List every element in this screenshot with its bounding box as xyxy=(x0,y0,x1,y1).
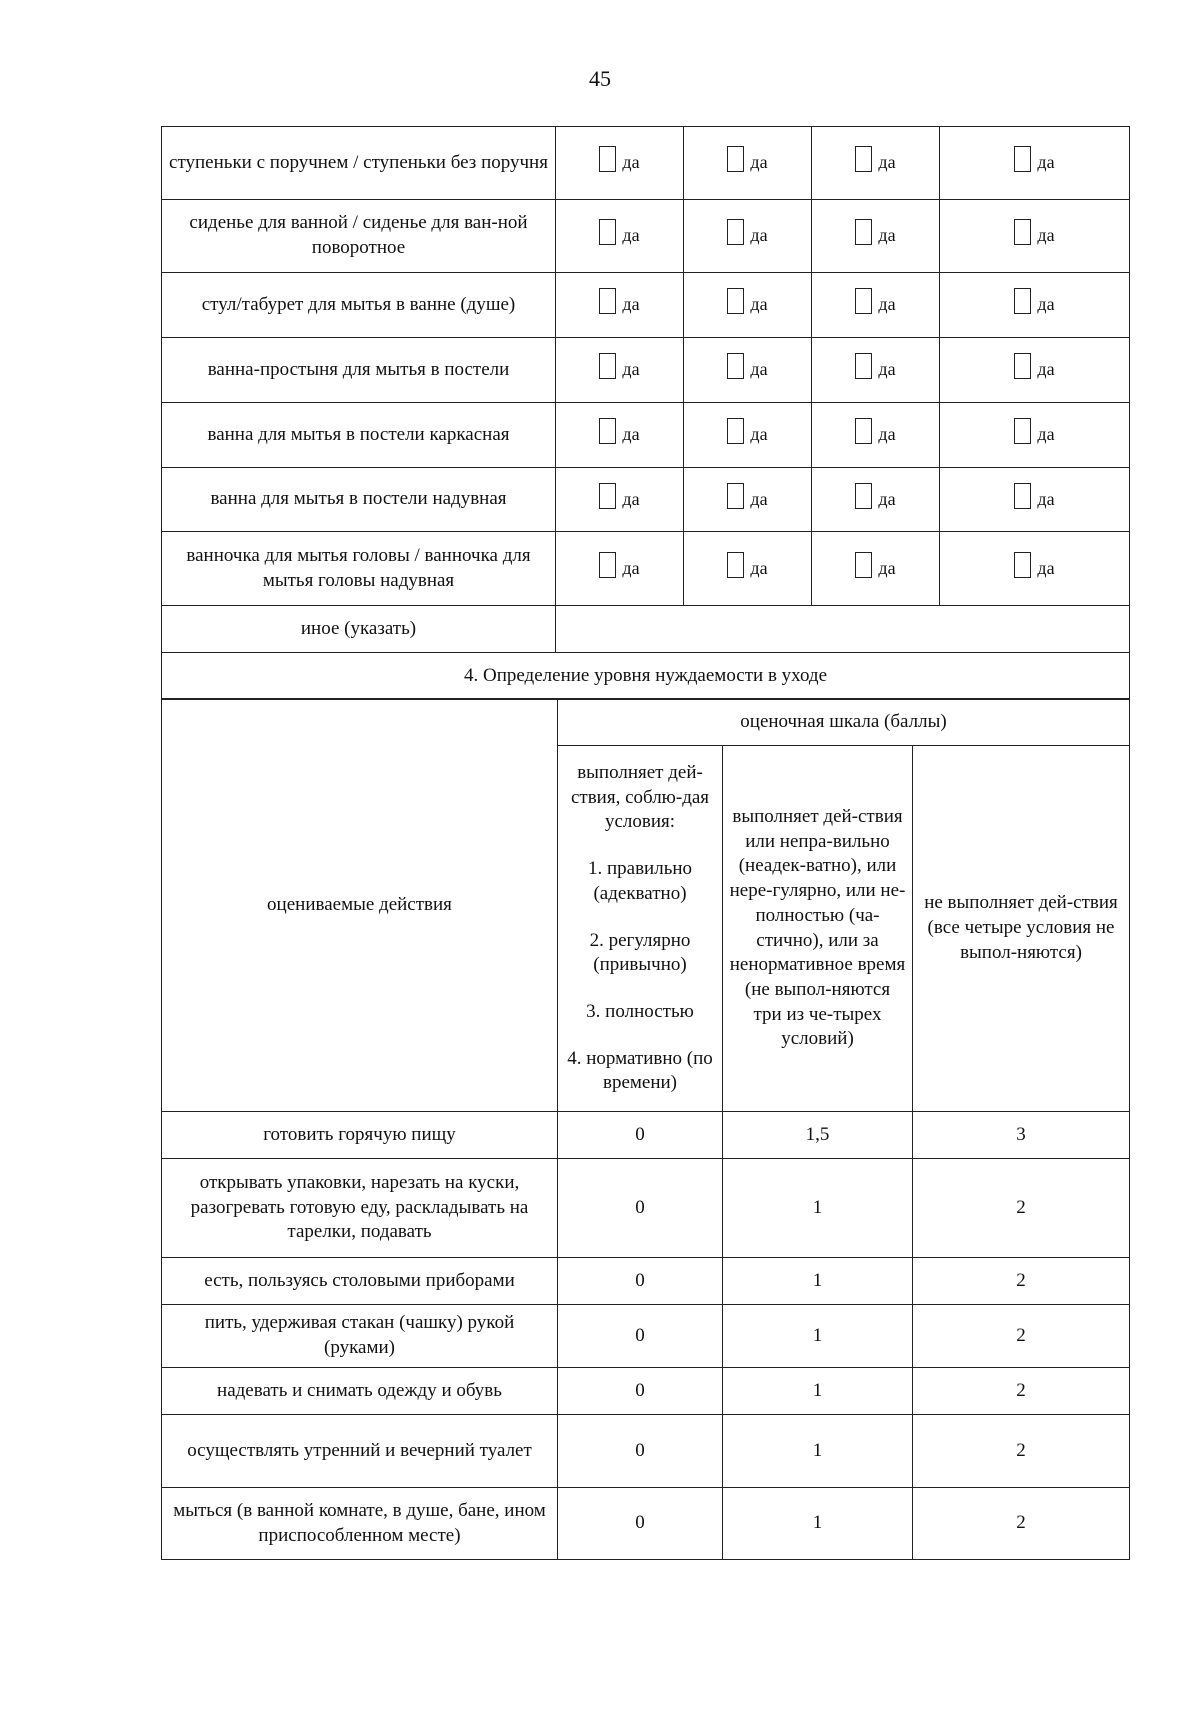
checkbox-square-icon[interactable] xyxy=(1014,353,1031,379)
checkbox-cell xyxy=(556,532,684,606)
checkbox-label: да xyxy=(878,557,896,578)
equipment-label: ванночка для мытья головы / ванночка для мытья головы надувная xyxy=(162,532,556,606)
page-number: 45 xyxy=(589,66,611,91)
checkbox-label: да xyxy=(1037,557,1055,578)
checkbox-square-icon[interactable] xyxy=(1014,552,1031,578)
other-input-cell[interactable] xyxy=(556,606,1130,653)
checkbox-square-icon[interactable] xyxy=(855,552,872,578)
yes-checkbox[interactable] xyxy=(1014,552,1054,578)
checkbox-square-icon[interactable] xyxy=(1014,288,1031,314)
yes-checkbox[interactable] xyxy=(599,353,639,379)
yes-checkbox[interactable] xyxy=(1014,483,1054,509)
checkbox-square-icon[interactable] xyxy=(727,483,744,509)
checkbox-label: да xyxy=(622,359,640,380)
checkbox-cell xyxy=(556,338,684,403)
care-needs-table xyxy=(161,698,1130,1560)
checkbox-square-icon[interactable] xyxy=(855,353,872,379)
action-label: мыться (в ванной комнате, в душе, бане, ином приспособленном месте) xyxy=(162,1488,558,1560)
checkbox-label: да xyxy=(750,225,768,246)
score-partial: 1 xyxy=(723,1415,913,1488)
equipment-row xyxy=(162,200,1130,273)
other-row xyxy=(162,606,1130,653)
score-partial: 1 xyxy=(723,1368,913,1415)
yes-checkbox[interactable] xyxy=(727,418,767,444)
score-full: 0 xyxy=(558,1368,723,1415)
checkbox-cell xyxy=(812,532,940,606)
checkbox-square-icon[interactable] xyxy=(727,552,744,578)
score-full: 0 xyxy=(558,1488,723,1560)
yes-checkbox[interactable] xyxy=(855,288,895,314)
checkbox-label: да xyxy=(878,488,896,509)
yes-checkbox[interactable] xyxy=(727,353,767,379)
col-full-condition-4: 4. нормативно (по времени) xyxy=(567,1047,713,1094)
checkbox-cell xyxy=(940,273,1130,338)
checkbox-square-icon[interactable] xyxy=(599,552,616,578)
checkbox-label: да xyxy=(622,225,640,246)
yes-checkbox[interactable] xyxy=(727,288,767,314)
section-title: 4. Определение уровня нуждаемости в уходе xyxy=(162,653,1130,700)
score-full: 0 xyxy=(558,1305,723,1368)
action-row xyxy=(162,1258,1130,1305)
checkbox-cell xyxy=(940,403,1130,468)
checkbox-label: да xyxy=(1037,225,1055,246)
col-full-condition-1: 1. правильно (адекватно) xyxy=(587,858,693,904)
yes-checkbox[interactable] xyxy=(727,146,767,172)
yes-checkbox[interactable] xyxy=(855,552,895,578)
yes-checkbox[interactable] xyxy=(599,418,639,444)
checkbox-cell xyxy=(940,468,1130,532)
score-full: 0 xyxy=(558,1112,723,1159)
action-row xyxy=(162,1415,1130,1488)
yes-checkbox[interactable] xyxy=(727,483,767,509)
action-row xyxy=(162,1112,1130,1159)
score-none: 3 xyxy=(913,1112,1130,1159)
col-full-intro: выполняет дей-ствия, соблю-дая условия: xyxy=(570,762,710,833)
checkbox-cell xyxy=(940,127,1130,200)
checkbox-cell xyxy=(684,468,812,532)
action-row xyxy=(162,1368,1130,1415)
checkbox-cell xyxy=(684,273,812,338)
action-label: есть, пользуясь столовыми приборами xyxy=(162,1258,558,1305)
checkbox-square-icon[interactable] xyxy=(599,219,616,245)
checkbox-cell xyxy=(556,127,684,200)
yes-checkbox[interactable] xyxy=(599,288,639,314)
checkbox-label: да xyxy=(878,152,896,173)
checkbox-cell xyxy=(812,200,940,273)
checkbox-cell xyxy=(684,403,812,468)
checkbox-cell xyxy=(684,200,812,273)
col-no-compliance: не выполняет дей-ствия (все четыре условия не выпол-няются) xyxy=(913,746,1130,1112)
yes-checkbox[interactable] xyxy=(599,146,639,172)
checkbox-square-icon[interactable] xyxy=(855,483,872,509)
score-partial: 1 xyxy=(723,1305,913,1368)
score-none: 2 xyxy=(913,1305,1130,1368)
action-row xyxy=(162,1488,1130,1560)
checkbox-square-icon[interactable] xyxy=(1014,219,1031,245)
equipment-row xyxy=(162,403,1130,468)
checkbox-cell xyxy=(812,403,940,468)
checkbox-cell xyxy=(556,273,684,338)
yes-checkbox[interactable] xyxy=(599,552,639,578)
checkbox-cell xyxy=(556,403,684,468)
checkbox-cell xyxy=(684,532,812,606)
checkbox-square-icon[interactable] xyxy=(727,288,744,314)
yes-checkbox[interactable] xyxy=(855,483,895,509)
checkbox-square-icon[interactable] xyxy=(599,288,616,314)
yes-checkbox[interactable] xyxy=(1014,418,1054,444)
yes-checkbox[interactable] xyxy=(727,219,767,245)
checkbox-label: да xyxy=(622,152,640,173)
equipment-row xyxy=(162,468,1130,532)
checkbox-label: да xyxy=(878,294,896,315)
checkbox-square-icon[interactable] xyxy=(727,146,744,172)
checkbox-square-icon[interactable] xyxy=(727,353,744,379)
equipment-table xyxy=(161,126,1130,700)
checkbox-label: да xyxy=(750,488,768,509)
equipment-label: стул/табурет для мытья в ванне (душе) xyxy=(162,273,556,338)
checkbox-label: да xyxy=(622,488,640,509)
checkbox-square-icon[interactable] xyxy=(727,418,744,444)
score-none: 2 xyxy=(913,1488,1130,1560)
checkbox-square-icon[interactable] xyxy=(1014,483,1031,509)
checkbox-label: да xyxy=(1037,424,1055,445)
checkbox-square-icon[interactable] xyxy=(855,146,872,172)
score-full: 0 xyxy=(558,1159,723,1258)
equipment-label: ванна для мытья в постели надувная xyxy=(162,468,556,532)
score-full: 0 xyxy=(558,1258,723,1305)
score-none: 2 xyxy=(913,1258,1130,1305)
checkbox-label: да xyxy=(1037,359,1055,380)
action-label: готовить горячую пищу xyxy=(162,1112,558,1159)
action-row xyxy=(162,1305,1130,1368)
checkbox-label: да xyxy=(1037,488,1055,509)
action-label: осуществлять утренний и вечерний туалет xyxy=(162,1415,558,1488)
checkbox-cell xyxy=(812,468,940,532)
score-partial: 1 xyxy=(723,1159,913,1258)
checkbox-square-icon[interactable] xyxy=(855,219,872,245)
checkbox-square-icon[interactable] xyxy=(855,288,872,314)
checkbox-cell xyxy=(812,273,940,338)
yes-checkbox[interactable] xyxy=(727,552,767,578)
yes-checkbox[interactable] xyxy=(855,353,895,379)
checkbox-label: да xyxy=(750,152,768,173)
action-label: надевать и снимать одежду и обувь xyxy=(162,1368,558,1415)
checkbox-cell xyxy=(940,532,1130,606)
yes-checkbox[interactable] xyxy=(599,219,639,245)
checkbox-label: да xyxy=(1037,294,1055,315)
score-partial: 1 xyxy=(723,1258,913,1305)
equipment-row xyxy=(162,127,1130,200)
other-label: иное (указать) xyxy=(162,606,556,653)
checkbox-square-icon[interactable] xyxy=(727,219,744,245)
yes-checkbox[interactable] xyxy=(1014,288,1054,314)
checkbox-label: да xyxy=(750,424,768,445)
yes-checkbox[interactable] xyxy=(599,483,639,509)
yes-checkbox[interactable] xyxy=(1014,353,1054,379)
score-none: 2 xyxy=(913,1415,1130,1488)
yes-checkbox[interactable] xyxy=(1014,146,1054,172)
checkbox-square-icon[interactable] xyxy=(1014,146,1031,172)
checkbox-cell xyxy=(940,200,1130,273)
checkbox-cell xyxy=(556,200,684,273)
equipment-row xyxy=(162,338,1130,403)
yes-checkbox[interactable] xyxy=(1014,219,1054,245)
yes-checkbox[interactable] xyxy=(855,219,895,245)
score-partial: 1,5 xyxy=(723,1112,913,1159)
checkbox-label: да xyxy=(878,225,896,246)
checkbox-label: да xyxy=(878,359,896,380)
checkbox-square-icon[interactable] xyxy=(855,418,872,444)
checkbox-label: да xyxy=(622,557,640,578)
checkbox-cell xyxy=(684,338,812,403)
checkbox-square-icon[interactable] xyxy=(599,418,616,444)
equipment-label: ступеньки с поручнем / ступеньки без поручня xyxy=(162,127,556,200)
section-title-row xyxy=(162,653,1130,700)
checkbox-square-icon[interactable] xyxy=(599,483,616,509)
score-partial: 1 xyxy=(723,1488,913,1560)
yes-checkbox[interactable] xyxy=(855,146,895,172)
header-row-1 xyxy=(162,699,1130,746)
checkbox-square-icon[interactable] xyxy=(599,146,616,172)
checkbox-cell xyxy=(812,127,940,200)
col-full-condition-2: 2. регулярно (привычно) xyxy=(589,929,691,976)
equipment-label: ванна для мытья в постели каркасная xyxy=(162,403,556,468)
checkbox-label: да xyxy=(750,294,768,315)
checkbox-label: да xyxy=(750,557,768,578)
equipment-label: ванна-простыня для мытья в постели xyxy=(162,338,556,403)
equipment-row xyxy=(162,273,1130,338)
checkbox-square-icon[interactable] xyxy=(599,353,616,379)
equipment-label: сиденье для ванной / сиденье для ван-ной поворотное xyxy=(162,200,556,273)
scale-header: оценочная шкала (баллы) xyxy=(558,699,1130,746)
score-none: 2 xyxy=(913,1368,1130,1415)
score-none: 2 xyxy=(913,1159,1130,1258)
checkbox-cell xyxy=(940,338,1130,403)
actions-header: оцениваемые действия xyxy=(162,699,558,1112)
checkbox-label: да xyxy=(622,294,640,315)
checkbox-label: да xyxy=(750,359,768,380)
checkbox-label: да xyxy=(878,424,896,445)
col-partial-compliance: выполняет дей-ствия или непра-вильно (неадек-ватно), или нере-гулярно, или не-полностью (ча-стично), или за ненормативное время (не выпол-няются три из че-тырех условий) xyxy=(723,746,913,1112)
col-full-compliance xyxy=(558,746,723,1112)
action-row xyxy=(162,1159,1130,1258)
yes-checkbox[interactable] xyxy=(855,418,895,444)
checkbox-cell xyxy=(556,468,684,532)
col-full-condition-3: 3. полностью xyxy=(586,1000,694,1022)
action-label: открывать упаковки, нарезать на куски, разогревать готовую еду, раскладывать на тарелки, подавать xyxy=(162,1159,558,1258)
checkbox-label: да xyxy=(622,424,640,445)
checkbox-cell xyxy=(684,127,812,200)
checkbox-square-icon[interactable] xyxy=(1014,418,1031,444)
score-full: 0 xyxy=(558,1415,723,1488)
checkbox-cell xyxy=(812,338,940,403)
equipment-row xyxy=(162,532,1130,606)
action-label: пить, удерживая стакан (чашку) рукой (руками) xyxy=(162,1305,558,1368)
checkbox-label: да xyxy=(1037,152,1055,173)
